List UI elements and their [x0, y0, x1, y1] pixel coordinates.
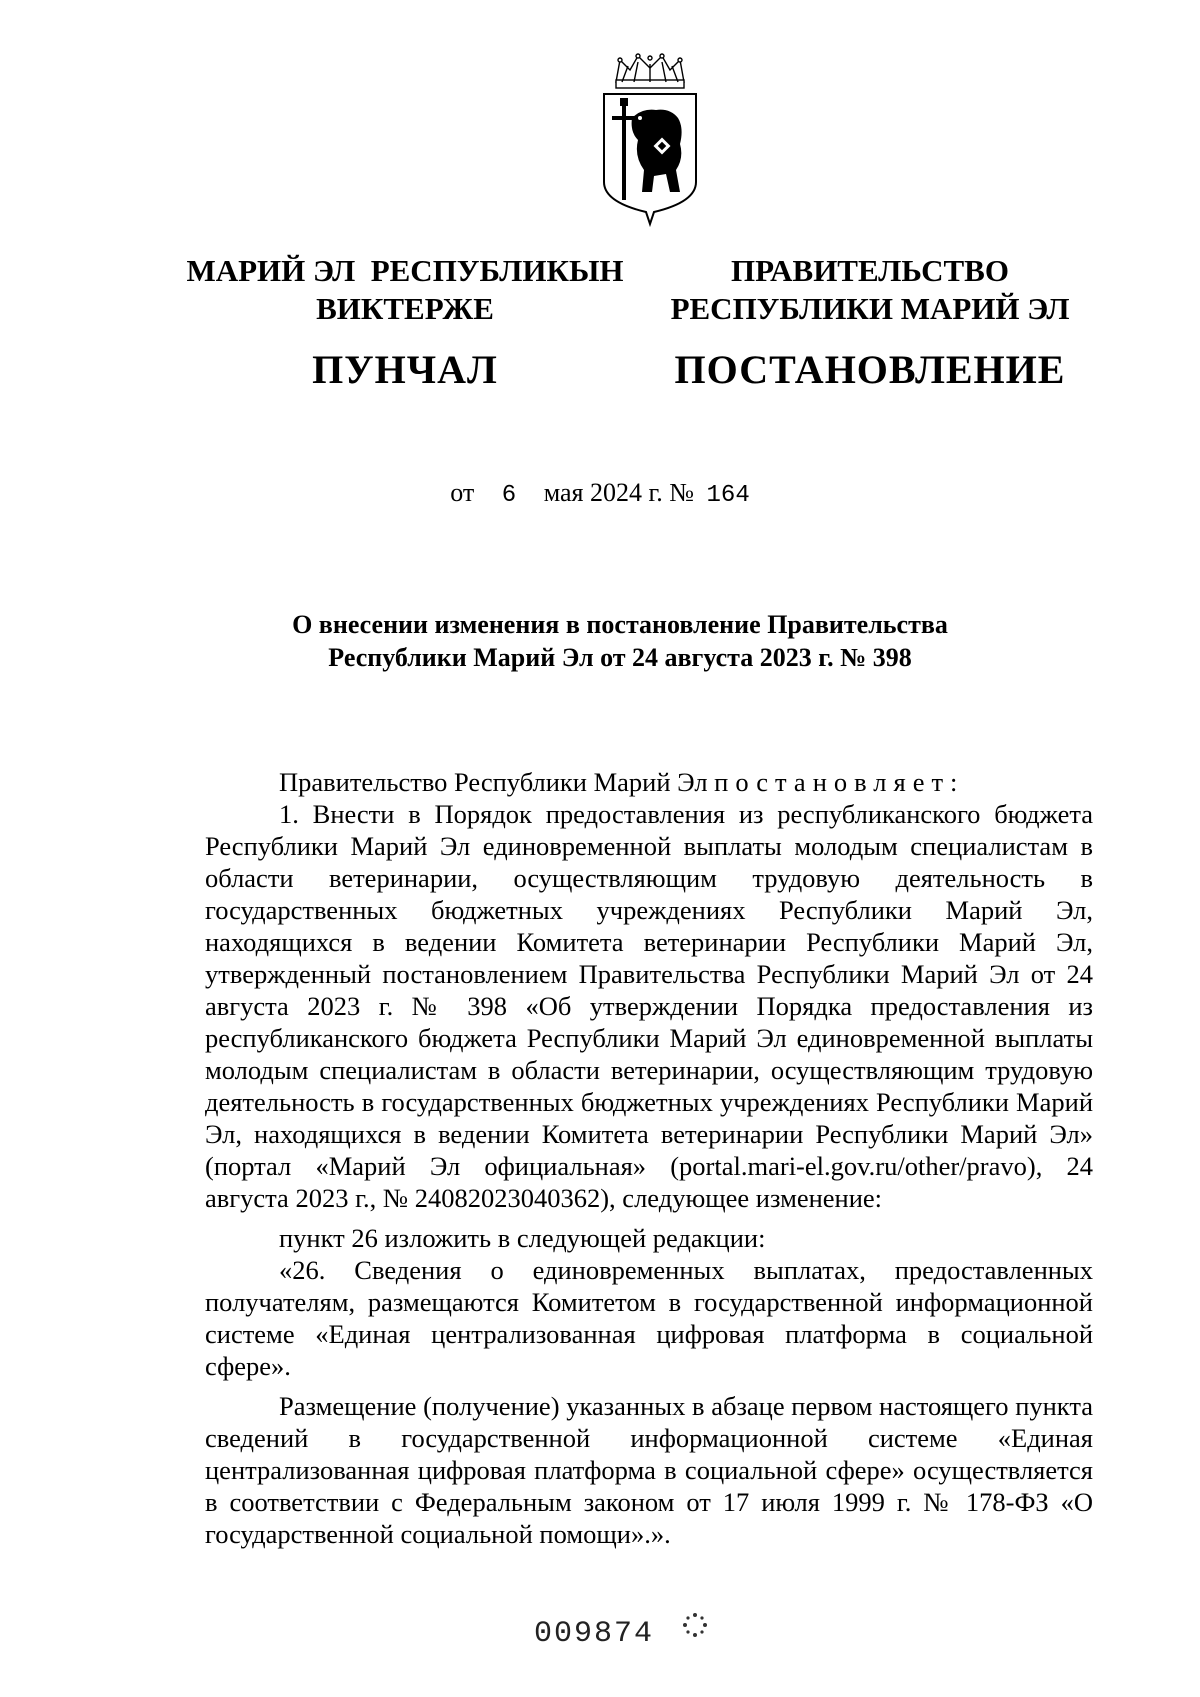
header-mari-line1: МАРИЙ ЭЛ РЕСПУБЛИКЫН [186, 253, 624, 288]
intro-paragraph [205, 766, 1093, 798]
header-russian-line1: ПРАВИТЕЛЬСТВО [731, 253, 1009, 288]
date-month-year: мая 2024 г. № [543, 478, 695, 507]
coat-of-arms-icon [598, 52, 702, 228]
paragraph-1: 1. Внести в Порядок предоставления из республиканского бюджета Республики Марий Эл единовременной выплаты молодым специалистам в области ветеринарии, осуществляющим трудовую деятельность в государственных бюджетных учреждениях Республики Марий Эл, находящихся в ведении Комитета ветеринарии Республики Марий Эл, утвержденный постановлением Правительства Республики Марий Эл от 24 августа 2023 г. № 398 «Об утверждении Порядка предоставления из республиканского бюджета Республики Марий Эл единовременной выплаты молодым специалистам в области ветеринарии, осуществляющим трудовую деятельность в государственных бюджетных учреждениях Республики Марий Эл, находящихся в ведении Комитета ветеринарии Республики Марий Эл» (портал «Марий Эл официальная» (portal.mari-el.gov.ru/other/pravo), 24 августа 2023 г., № 24082023040362), следующее изменение: [205, 799, 1093, 1213]
header-mari [170, 252, 640, 394]
date-day: 6 [501, 482, 517, 509]
title-line1: О внесении изменения в постановление Правительства [292, 610, 948, 639]
paragraph-4: Размещение (получение) указанных в абзаце первом настоящего пункта сведений в государственной информационной системе «Единая централизованная цифровая платформа в социальной сфере» осуществляется в соответствии с Федеральным законом от 17 июля 1999 г. № 178-ФЗ «О государственной социальной помощи».». [205, 1391, 1093, 1549]
stamp-mark-icon [680, 1610, 710, 1640]
document-title [180, 608, 1060, 675]
date-prefix: от [450, 478, 475, 507]
paragraph-2: пункт 26 изложить в следующей редакции: [279, 1223, 766, 1253]
header-russian [660, 252, 1080, 394]
title-line2: Республики Марий Эл от 24 августа 2023 г. № 398 [328, 643, 912, 673]
header-russian-doc-type: ПОСТАНОВЛЕНИЕ [674, 346, 1066, 392]
paragraph-3: «26. Сведения о единовременных выплатах, предоставленных получателям, размещаются Комитетом в государственной информационной системе «Единая централизованная цифровая платформа в социальной сфере». [205, 1255, 1093, 1381]
header-russian-line2: РЕСПУБЛИКИ МАРИЙ ЭЛ [670, 290, 1070, 326]
intro-text: Правительство Республики Марий Эл [279, 767, 715, 797]
intro-spaced-word: постановляет: [714, 767, 965, 797]
date-line [0, 478, 1200, 509]
document-body [205, 766, 1093, 1550]
header-mari-doc-type: ПУНЧАЛ [312, 346, 498, 392]
header-mari-line2: ВИКТЕРЖЕ [316, 290, 494, 326]
serial-number-stamp: 009874 [534, 1617, 655, 1651]
document-number: 164 [706, 482, 750, 509]
